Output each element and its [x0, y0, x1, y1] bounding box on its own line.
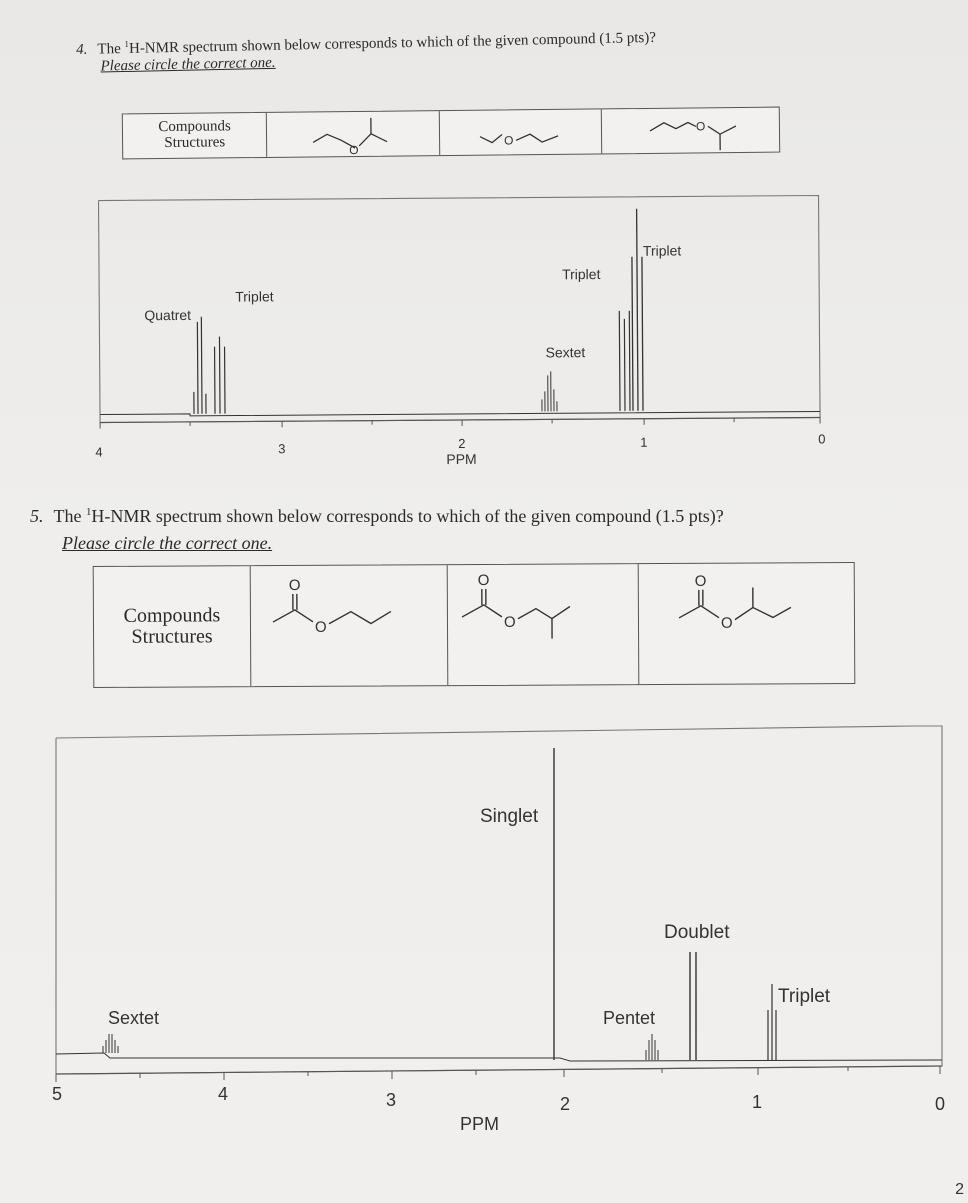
q4-struct-a-o: O	[349, 142, 359, 157]
q5-peak-doublet	[690, 952, 696, 1060]
q4-tick-1: 1	[640, 434, 648, 450]
question-4-text-pre: The	[97, 40, 125, 58]
q4-peak-triplet-1	[214, 337, 225, 414]
q4-compound-a[interactable]	[266, 111, 439, 157]
q5-peak-sextet	[103, 1034, 118, 1053]
q4-struct-b-o: O	[503, 133, 514, 148]
q4-structure-b	[439, 109, 601, 155]
q5-tick-5: 5	[52, 1084, 63, 1104]
q5-struct-a-o2: O	[314, 618, 327, 636]
q4-spectrum-frame	[99, 195, 821, 422]
q4-label-quartet: Quatret	[144, 306, 192, 324]
q4-label-triplet-2: Triplet	[561, 266, 601, 283]
q4-compound-b[interactable]	[438, 109, 601, 155]
q4-peak-triplet-2	[619, 311, 630, 411]
q4-tick-0: 0	[818, 431, 826, 447]
q5-struct-b-o1: O	[477, 571, 490, 589]
q4-tick-4: 4	[95, 444, 103, 460]
q4-axis-label: PPM	[446, 450, 477, 468]
question-4-number: 4.	[76, 41, 88, 58]
question-4-instruction: Please circle the correct one.	[100, 54, 276, 75]
q5-compound-c[interactable]	[638, 563, 854, 684]
q5-struct-c-o1: O	[694, 572, 707, 590]
q5-axis-label: PPM	[460, 1114, 500, 1134]
q5-structure-c	[639, 563, 854, 684]
q5-structure-a	[251, 565, 448, 686]
q5-tick-2: 2	[560, 1094, 571, 1114]
question-5	[30, 506, 724, 554]
q5-header-line-1: Compounds	[123, 604, 221, 627]
q5-struct-b-o2: O	[503, 613, 516, 631]
q5-header-line-2: Structures	[131, 625, 213, 648]
q4-compound-table	[122, 107, 780, 160]
q4-tick-3: 3	[278, 441, 286, 457]
q4-x-axis	[100, 417, 820, 422]
q5-label-singlet: Singlet	[480, 806, 539, 827]
q4-header-line-1: Compounds	[158, 118, 231, 136]
q4-structure-a	[267, 111, 439, 157]
q4-label-triplet-3: Triplet	[642, 242, 682, 259]
question-5-instruction: Please circle the correct one.	[62, 533, 273, 553]
q5-struct-c-o2: O	[720, 614, 733, 632]
q5-structure-b	[448, 564, 639, 685]
q5-struct-a-o1: O	[288, 576, 301, 594]
q4-peak-triplet-3	[632, 209, 643, 411]
q5-tick-3: 3	[386, 1090, 397, 1110]
question-4-sup: 1	[124, 38, 130, 49]
q4-header-line-2: Structures	[164, 134, 226, 152]
q4-compound-c[interactable]	[601, 108, 780, 154]
q5-peak-pentet	[646, 1034, 658, 1060]
q5-compound-table	[93, 562, 856, 688]
q5-table-header	[94, 566, 251, 687]
question-5-text-pre: The	[53, 506, 86, 526]
q4-tick-2: 2	[458, 435, 466, 452]
q4-label-sextet: Sextet	[545, 344, 586, 361]
question-5-number: 5.	[30, 506, 44, 526]
q4-baseline	[100, 409, 820, 416]
q5-baseline	[56, 1053, 942, 1061]
q5-tick-1: 1	[752, 1092, 763, 1112]
q5-tick-4: 4	[218, 1084, 229, 1104]
page-number: 2	[955, 1181, 964, 1198]
q4-tick-marks	[100, 417, 820, 428]
q4-peak-sextet	[542, 371, 557, 411]
q4-structure-c	[602, 108, 780, 154]
q4-struct-c-o: O	[695, 119, 706, 134]
q5-label-triplet: Triplet	[778, 986, 831, 1007]
q5-label-sextet: Sextet	[108, 1008, 160, 1028]
q5-x-axis	[56, 1066, 942, 1074]
question-5-text: H-NMR spectrum shown below corresponds to which of the given compound (1.5 pts)?	[91, 506, 724, 526]
q5-label-doublet: Doublet	[664, 922, 730, 943]
q5-tick-0: 0	[935, 1094, 946, 1114]
q4-table-header	[123, 113, 267, 158]
q5-peak-triplet	[768, 984, 776, 1060]
q5-tick-marks	[56, 1066, 940, 1082]
q5-compound-a[interactable]	[250, 565, 448, 686]
q4-peak-quartet	[193, 317, 206, 414]
q5-compound-b[interactable]	[447, 564, 639, 685]
q4-label-triplet-1: Triplet	[235, 288, 274, 305]
q5-spectrum-frame	[56, 726, 942, 1074]
q5-nmr-spectrum	[0, 720, 968, 1160]
q5-label-pentet: Pentet	[603, 1008, 656, 1028]
question-5-sup: 1	[85, 506, 92, 518]
question-4-text: H-NMR spectrum shown below corresponds to which of the given compound (1.5 pts)?	[128, 29, 657, 57]
